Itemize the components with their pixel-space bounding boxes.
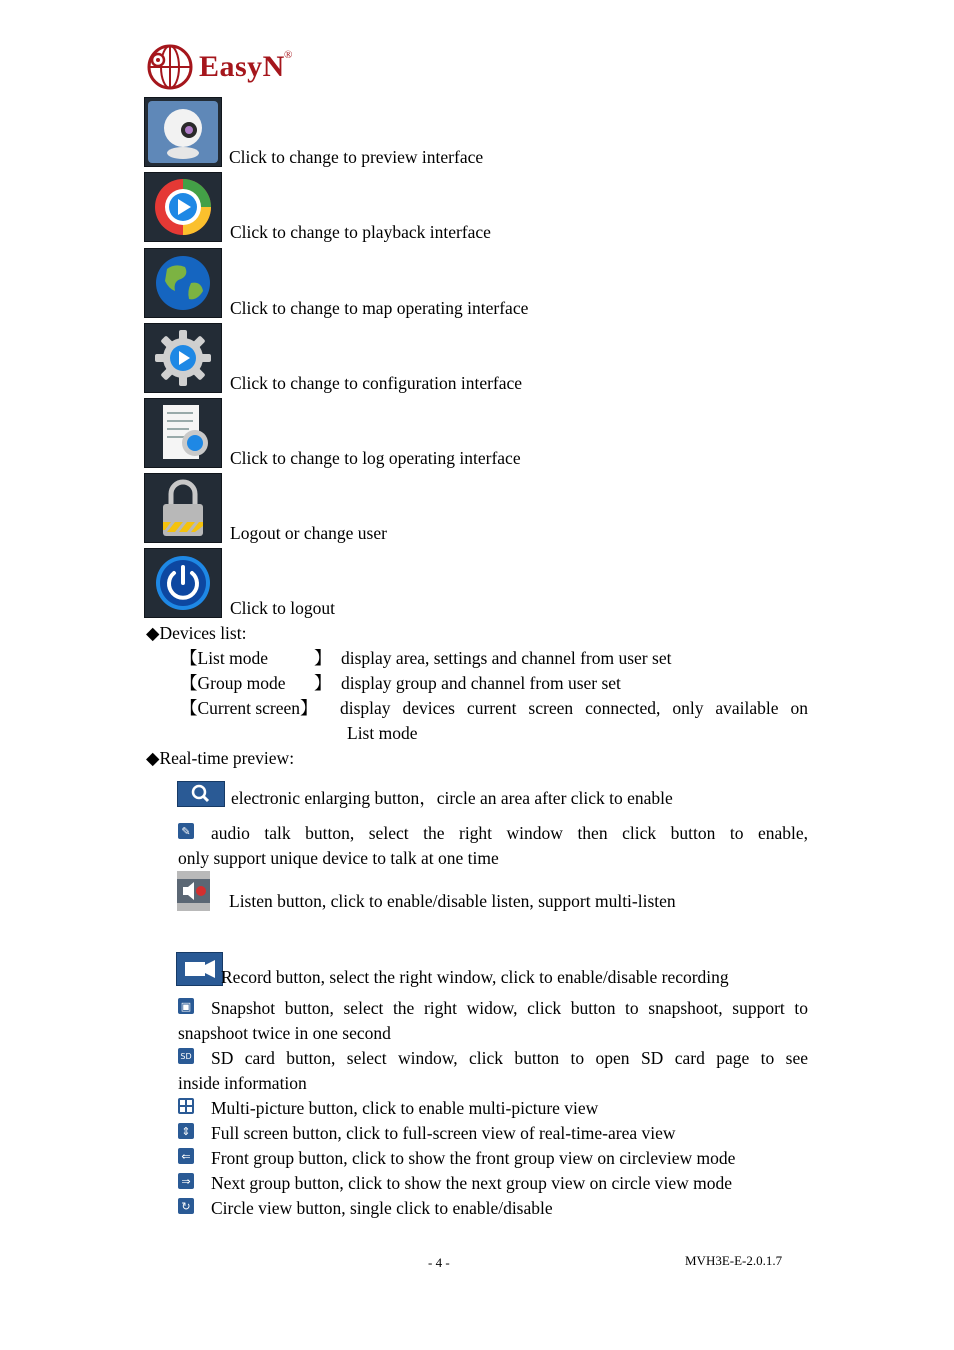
speaker-mute-icon (177, 871, 210, 911)
snapshot-icon: ▣ (178, 998, 194, 1014)
realtime-text-enlarge: electronic enlarging button，circle an area after click to enable (231, 788, 673, 808)
realtime-text-sd-cont: inside information (178, 1073, 307, 1093)
document-code: MVH3E-E-2.0.1.7 (685, 1253, 783, 1268)
mode-label-current-screen: 【Current screen】 (180, 698, 318, 718)
nav-text-preview: Click to change to preview interface (229, 147, 484, 167)
registered-mark: ® (284, 49, 293, 61)
playback-icon (144, 172, 222, 242)
realtime-text-circle-view: Circle view button, single click to enable/disable (211, 1198, 553, 1218)
mode-label-group: 【Group mode (180, 673, 286, 693)
mode-desc-current-screen: display devices current screen connected, only available on (340, 698, 808, 718)
devices-list-heading: ◆Devices list: (146, 623, 247, 643)
magnifier-icon (177, 781, 225, 807)
arrow-right-icon: ⇒ (178, 1173, 194, 1189)
mode-desc-list: display area, settings and channel from user set (341, 648, 672, 668)
realtime-text-multi-picture: Multi-picture button, click to enable multi-picture view (211, 1098, 599, 1118)
globe-logo-icon (146, 42, 198, 92)
webcam-icon (144, 97, 222, 167)
brand-name: EasyN (199, 50, 285, 83)
mode-bracket-list: 】 (314, 648, 332, 668)
globe-icon (144, 248, 222, 318)
mode-label-list: 【List mode (180, 648, 268, 668)
nav-text-log: Click to change to log operating interface (230, 448, 521, 468)
mode-desc-current-screen-cont: List mode (347, 723, 418, 743)
sd-card-icon: SD (178, 1048, 194, 1064)
circle-view-icon: ↻ (178, 1198, 194, 1214)
realtime-text-listen: Listen button, click to enable/disable listen, support multi-listen (229, 891, 676, 911)
record-icon (176, 952, 223, 986)
gear-icon (144, 323, 222, 393)
mode-desc-group: display group and channel from user set (341, 673, 621, 693)
page-number: - 4 - (428, 1255, 450, 1270)
realtime-text-audio-cont: only support unique device to talk at one time (178, 848, 499, 868)
nav-text-configuration: Click to change to configuration interface (230, 373, 523, 393)
power-icon (144, 548, 222, 618)
fullscreen-icon: ⇕ (178, 1123, 194, 1139)
padlock-icon (144, 473, 222, 543)
realtime-text-snapshot-cont: snapshoot twice in one second (178, 1023, 391, 1043)
realtime-text-fullscreen: Full screen button, click to full-screen view of real-time-area view (211, 1123, 676, 1143)
realtime-text-front-group: Front group button, click to show the front group view on circleview mode (211, 1148, 736, 1168)
realtime-heading: ◆Real-time preview: (146, 748, 295, 768)
realtime-text-sd: SD card button, select window, click button to open SD card page to see (211, 1048, 808, 1068)
nav-text-logout: Click to logout (230, 598, 335, 618)
log-document-icon (144, 398, 222, 468)
nav-text-logout-change: Logout or change user (230, 523, 387, 543)
arrow-left-icon: ⇐ (178, 1148, 194, 1164)
mode-bracket-group: 】 (314, 673, 332, 693)
nav-text-playback: Click to change to playback interface (230, 222, 491, 242)
realtime-text-snapshot: Snapshot button, select the right widow, click button to snapshoot, support to (211, 998, 808, 1018)
realtime-text-record: Record button, select the right window, click to enable/disable recording (221, 967, 729, 987)
multi-picture-icon (178, 1098, 194, 1114)
realtime-text-next-group: Next group button, click to show the next group view on circle view mode (211, 1173, 732, 1193)
microphone-icon: ✎ (178, 823, 194, 839)
realtime-text-audio: audio talk button, select the right window then click button to enable, (211, 823, 808, 843)
nav-text-map: Click to change to map operating interface (230, 298, 529, 318)
